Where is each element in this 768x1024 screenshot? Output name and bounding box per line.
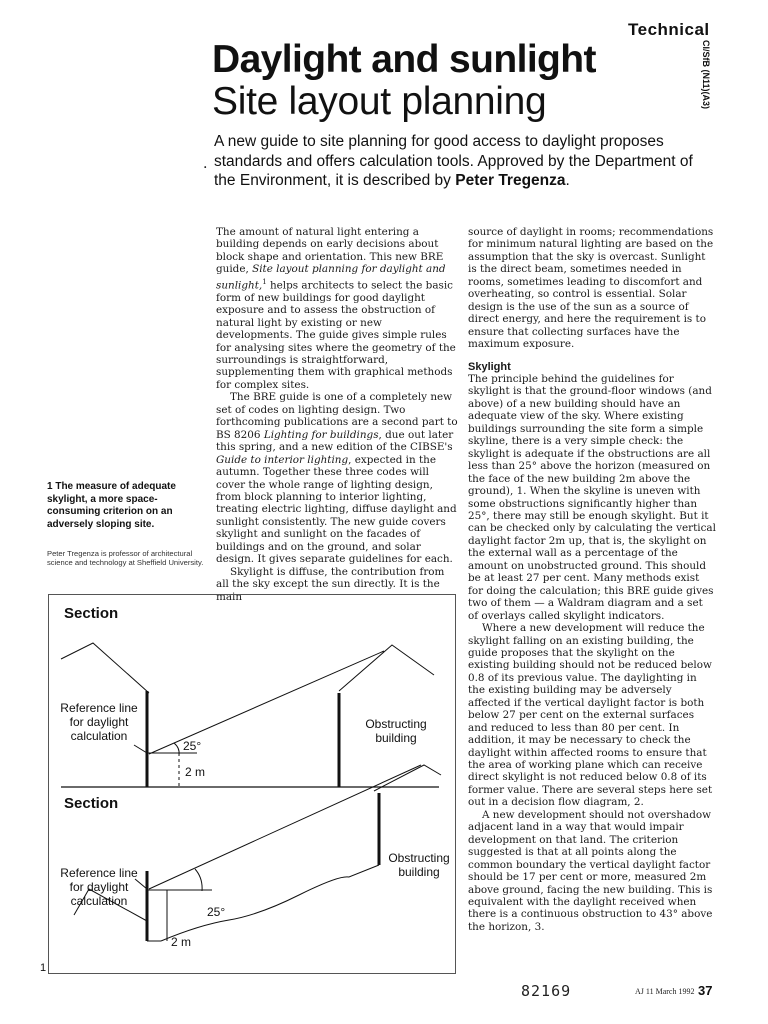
standfirst-author: Peter Tregenza xyxy=(455,172,566,189)
paragraph: A new development should not overshadow adjacent land in a way that would impair development on that land. The criterion suggested is that at all points along the common boundary the vertical daylight factor should be 17 per cent or more, measured 2m above ground, facing the new building. This is equivalent with the daylight received when there is a continuous obstruction to 43° above the horizon, 3. xyxy=(468,808,713,933)
text-run: , due out later this spring, and a new edition of the CIBSE's xyxy=(216,428,454,454)
label-line: building xyxy=(375,731,417,745)
guide-title: Site layout planning for daylight and sunlight, xyxy=(216,263,446,292)
text-run: helps architects to select the basic form of new buildings for good daylight exposure and to assess the obstruction of natural light by existing or new developments. The guide gives simple rules for analysing sites where the geometry of the surroundings is straightforward, supplementing them with graphical methods for complex sites. xyxy=(216,279,456,391)
paragraph xyxy=(216,391,460,565)
section-label-bottom: Section xyxy=(64,795,119,812)
text-run: The amount of natural light entering a building depends on early decisions about block shape and orientation. This new BRE guide, xyxy=(216,226,444,276)
label-line: calculation xyxy=(70,894,128,908)
standfirst-end: . xyxy=(565,172,570,189)
section-label-top: Section xyxy=(64,605,119,622)
obstructing-building-label-bottom xyxy=(383,851,455,879)
section-tag: Technical xyxy=(628,20,710,39)
headline: Daylight and sunlight xyxy=(212,38,596,81)
label-line: calculation xyxy=(70,729,128,743)
standfirst-text: A new guide to site planning for good access to daylight proposes standards and offers calculation tools. Approved by the Department of the Environment, it is described by xyxy=(214,133,693,189)
figure-number: 1 xyxy=(40,962,47,974)
stray-mark: . xyxy=(203,156,208,172)
classification-text: CI/SfB (N11)(A3) xyxy=(701,40,711,110)
paragraph: The principle behind the guidelines for skylight is that the ground-floor windows (and above) of a new building should have an adequate view of the sky. Where existing buildings surrounding the site form a simple skyline, there is a very simple check: the skylight is adequate if the obstructions are all less than 25° above the horizon (measured on the face of the new building 2m above the ground), 1. When the skyline is uneven with some obstructions significantly higher than 25°, there may still be enough skylight. But it can be checked only by calculating the vertical daylight factor 2m up, that is, the skylight on the external wall as a percentage of the amount on unobstructed ground. This should be at least 27 per cent. Many methods exist for doing the calculation; this BRE guide gives two of them — a Waldram diagram and a set of overlays called skylight indicators. xyxy=(468,372,716,622)
paragraph: source of daylight in rooms; recommendations for minimum natural lighting are based on the assumption that the sky is overcast. Sunlight is the direct beam, sometimes needed in rooms, sometimes leading to discomfort and overheating, so control is essential. Solar design is the use of the sun as a source of direct energy, and here the requirement is to ensure that collecting surfaces have the maximum exposure. xyxy=(468,226,714,351)
text-run: The BRE guide is one of a completely new set of codes on lighting design. Two forthcoming publications are a second part to BS 8206 xyxy=(216,391,458,441)
author-bio: Peter Tregenza is professor of architectural science and technology at Sheffield University. xyxy=(47,549,204,567)
label-line: for daylight xyxy=(69,715,129,729)
angle-label-top: 25° xyxy=(183,739,202,753)
label-line: Reference line xyxy=(60,701,138,715)
subheadline: Site layout planning xyxy=(212,80,547,123)
paragraph xyxy=(216,226,460,391)
reference-line-label-bottom xyxy=(53,866,145,908)
subheading-skylight: Skylight xyxy=(468,360,511,373)
paragraph: Where a new development will reduce the skylight falling on an existing building, the guide proposes that the skylight on the existing building should not be reduced below 0.8 of its previous value. The daylighting in the existing building may be adversely affected if the vertical daylight factor is both below 27 per cent on the external surfaces and reduced to less than 80 per cent. In addition, it may be necessary to check the daylight within affected rooms to ensure that the area of working plane which can receive direct skylight is not reduced below 0.8 of its former value. There are several steps here set out in a decision flow diagram, 2. xyxy=(468,622,713,809)
page-number: 37 xyxy=(698,983,713,998)
standfirst xyxy=(214,132,714,191)
stamp-number: 82169 xyxy=(521,982,572,1000)
body-column-1 xyxy=(216,226,460,603)
figure-caption: 1 The measure of adequate skylight, a more space-consuming criterion on an adversely sloping site. xyxy=(47,481,176,530)
height-label-top: 2 m xyxy=(185,765,206,779)
classification-code xyxy=(695,40,715,120)
angle-label-bottom: 25° xyxy=(207,905,226,919)
label-line: Obstructing xyxy=(388,851,450,865)
label-line: for daylight xyxy=(69,880,129,894)
figure-1 xyxy=(48,594,456,974)
publication-title: Guide to interior lighting xyxy=(216,453,349,466)
height-label-bottom: 2 m xyxy=(171,935,192,949)
obstructing-building-label-top xyxy=(351,717,441,745)
footnote-ref: 1 xyxy=(262,277,267,286)
text-run: , expected in the autumn. Together these three codes will cover the whole range of lighting design, from block planning to interior lighting, treating electric lighting, diffuse daylight and sunlight consistently. The new guide covers skylight and sunlight on the facades of buildings and on the ground, and solar design. It gives separate guidelines for each. xyxy=(216,453,457,566)
body-column-2 xyxy=(468,226,716,933)
reference-line-label-top xyxy=(53,701,145,743)
label-line: Reference line xyxy=(60,866,138,880)
issue-date: AJ 11 March 1992 xyxy=(635,987,695,996)
section-diagrams xyxy=(49,595,457,975)
label-line: building xyxy=(398,865,440,879)
paragraph: Skylight is diffuse, the contribution from all the sky except the sun directly. It is the main xyxy=(216,565,445,603)
label-line: Obstructing xyxy=(365,717,427,731)
publication-title: Lighting for buildings xyxy=(263,428,379,441)
